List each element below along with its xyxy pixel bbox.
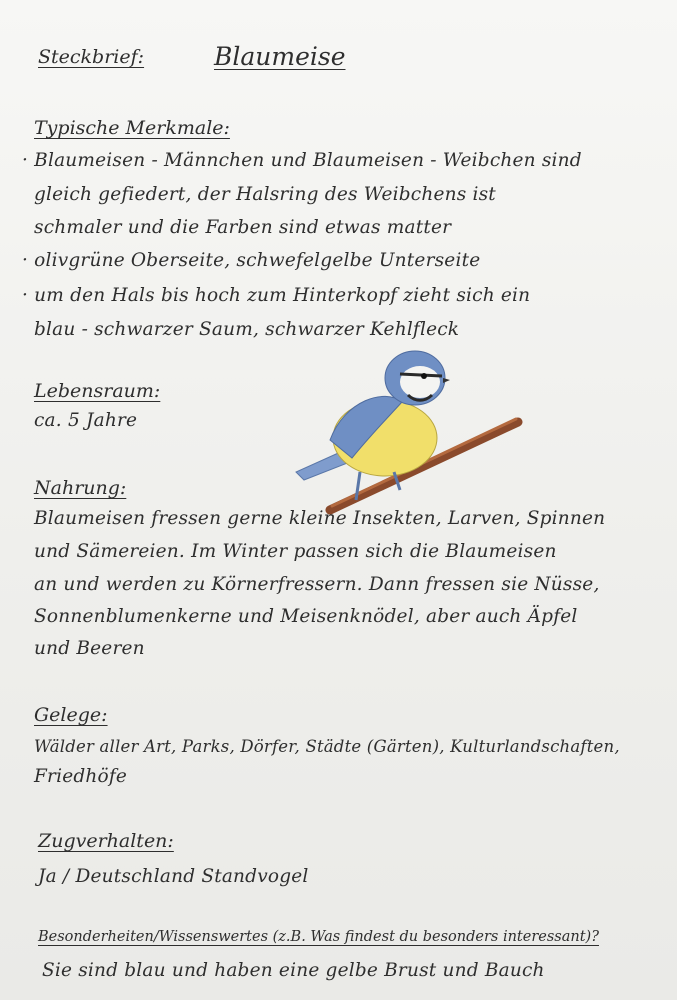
nahrung-line: an und werden zu Körnerfressern. Dann fressen sie Nüsse, xyxy=(34,574,600,595)
section-heading-besonderheiten: Besonderheiten/Wissenswertes (z.B. Was findest du besonders interessant)? xyxy=(38,929,599,945)
page-title: Blaumeise xyxy=(214,42,346,71)
zugverhalten-text: Ja / Deutschland Standvogel xyxy=(38,866,309,887)
besonderheiten-text: Sie sind blau und haben eine gelbe Brust und Bauch xyxy=(42,960,545,981)
lebensraum-text: ca. 5 Jahre xyxy=(34,410,138,431)
section-heading-gelege: Gelege: xyxy=(34,704,108,726)
section-heading-lebensraum: Lebensraum: xyxy=(34,380,161,402)
header-label: Steckbrief: xyxy=(38,46,145,68)
merkmale-line: · um den Hals bis hoch zum Hinterkopf zieht sich ein xyxy=(22,285,531,306)
section-heading-zugverhalten: Zugverhalten: xyxy=(38,830,174,852)
merkmale-line: blau - schwarzer Saum, schwarzer Kehlfleck xyxy=(34,319,460,340)
merkmale-line: schmaler und die Farben sind etwas matter xyxy=(34,217,452,238)
section-heading-nahrung: Nahrung: xyxy=(34,477,127,499)
merkmale-line: gleich gefiedert, der Halsring des Weibchens ist xyxy=(34,184,496,205)
blue-tit-drawing xyxy=(290,340,525,515)
nahrung-line: und Beeren xyxy=(34,638,145,659)
nahrung-line: und Sämereien. Im Winter passen sich die Blaumeisen xyxy=(34,541,557,562)
gelege-line: Friedhöfe xyxy=(34,766,128,787)
section-heading-merkmale: Typische Merkmale: xyxy=(34,117,230,139)
nahrung-line: Sonnenblumenkerne und Meisenknödel, aber auch Äpfel xyxy=(34,606,578,627)
merkmale-line: · Blaumeisen - Männchen und Blaumeisen - Weibchen sind xyxy=(22,150,582,171)
nahrung-line: Blaumeisen fressen gerne kleine Insekten, Larven, Spinnen xyxy=(34,508,606,529)
gelege-line: Wälder aller Art, Parks, Dörfer, Städte (Gärten), Kulturlandschaften, xyxy=(34,737,620,756)
merkmale-line: · olivgrüne Oberseite, schwefelgelbe Unterseite xyxy=(22,250,481,271)
